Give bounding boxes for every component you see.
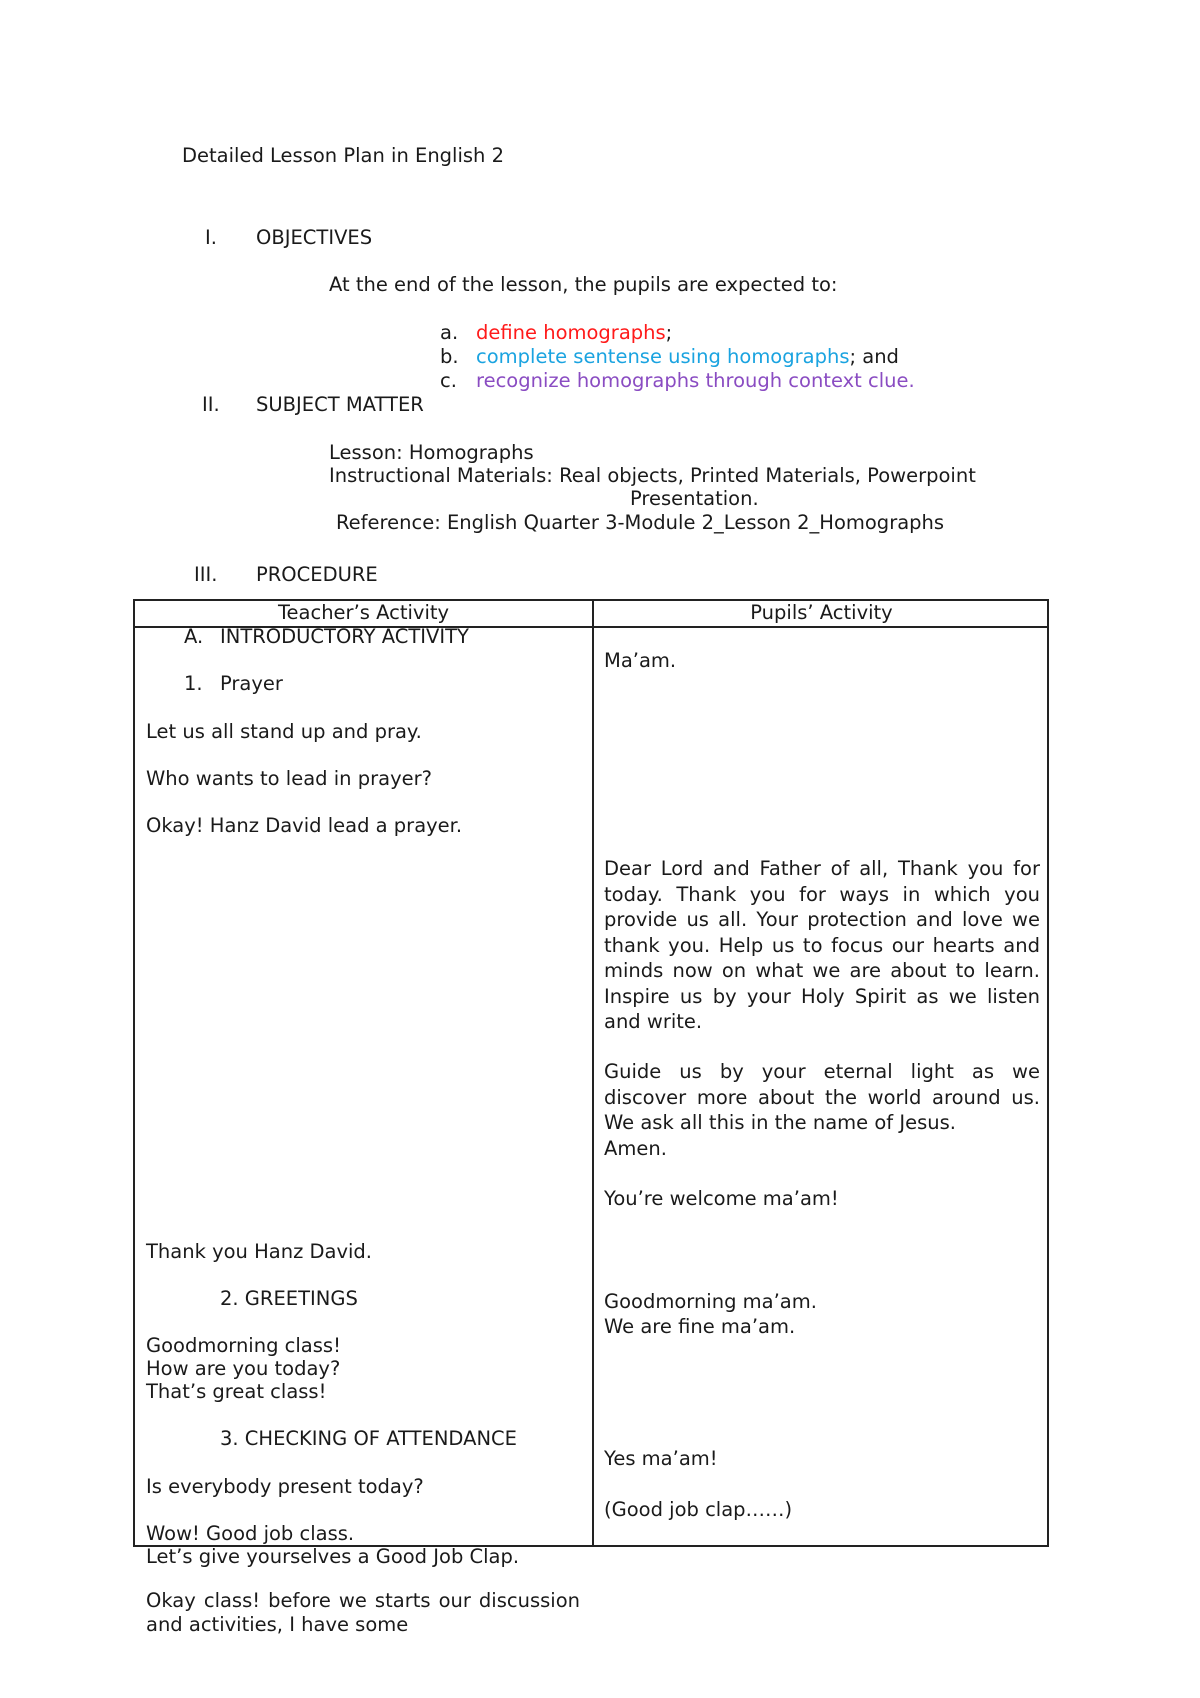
- subject-heading: SUBJECT MATTER: [256, 393, 424, 416]
- column-divider: [592, 601, 594, 1545]
- pupil-maam-line: Ma’am.: [604, 649, 677, 672]
- objectives-heading: OBJECTIVES: [256, 226, 373, 249]
- teacher-clap-line: Let’s give yourselves a Good Job Clap.: [146, 1545, 520, 1568]
- pupil-fine-line: We are fine ma’am.: [604, 1315, 796, 1338]
- objective-text-a: define homographs: [476, 321, 666, 344]
- materials-line-1: Instructional Materials: Real objects, Printed Materials, Powerpoint: [329, 464, 976, 487]
- document-title: Detailed Lesson Plan in English 2: [182, 144, 505, 167]
- objective-text-b: complete sentense using homographs: [476, 345, 850, 368]
- objective-item-b: [476, 345, 899, 368]
- procedure-numeral: III.: [194, 563, 218, 586]
- reference-line: Reference: English Quarter 3-Module 2_Lesson 2_Homographs: [336, 511, 945, 534]
- teacher-great-line: That’s great class!: [146, 1380, 327, 1403]
- greetings-heading: 2. GREETINGS: [220, 1287, 358, 1310]
- pupil-clap-line: (Good job clap……): [604, 1498, 793, 1521]
- teacher-how-line: How are you today?: [146, 1357, 341, 1380]
- pupil-amen-line: Amen.: [604, 1137, 667, 1160]
- pupil-yes-line: Yes ma’am!: [604, 1447, 718, 1470]
- pupil-prayer-paragraph-2: Guide us by your eternal light as we discover more about the world around us. We ask all this in the name of Jesus.: [604, 1060, 1040, 1134]
- teacher-present-line: Is everybody present today?: [146, 1475, 424, 1498]
- intro-marker: A.: [184, 625, 204, 648]
- prayer-marker: 1.: [184, 672, 203, 695]
- pupil-goodmorning-line: Goodmorning ma’am.: [604, 1290, 817, 1313]
- objective-suffix-a: ;: [665, 321, 673, 344]
- lesson-line: Lesson: Homographs: [329, 441, 534, 464]
- teacher-stand-line: Let us all stand up and pray.: [146, 720, 422, 743]
- subject-numeral: II.: [202, 393, 220, 416]
- teacher-thanks-line: Thank you Hanz David.: [146, 1240, 373, 1263]
- objective-marker-c: c.: [440, 369, 457, 392]
- teacher-who-line: Who wants to lead in prayer?: [146, 767, 432, 790]
- objectives-numeral: I.: [205, 226, 217, 249]
- teacher-wow-line: Wow! Good job class.: [146, 1522, 355, 1545]
- prayer-heading: Prayer: [220, 672, 283, 695]
- objective-text-c: recognize homographs through context clue.: [476, 369, 915, 392]
- header-teacher-activity: Teacher’s Activity: [277, 601, 450, 624]
- teacher-okay-line: Okay! Hanz David lead a prayer.: [146, 814, 463, 837]
- header-pupils-activity: Pupils’ Activity: [750, 601, 893, 624]
- objective-marker-b: b.: [440, 345, 459, 368]
- objective-suffix-b: ; and: [849, 345, 899, 368]
- teacher-before-line: Okay class! before we starts our discussion and activities, I have some: [146, 1589, 580, 1636]
- procedure-heading: PROCEDURE: [256, 563, 378, 586]
- teacher-goodmorning-line: Goodmorning class!: [146, 1334, 341, 1357]
- objectives-intro: At the end of the lesson, the pupils are expected to:: [329, 273, 838, 296]
- objective-item-c: [476, 369, 915, 392]
- attendance-heading: 3. CHECKING OF ATTENDANCE: [220, 1427, 517, 1450]
- objective-item-a: [476, 321, 672, 344]
- materials-line-2: Presentation.: [630, 487, 759, 510]
- pupil-prayer-paragraph-1: Dear Lord and Father of all, Thank you for today. Thank you for ways in which you provide us all. Your protection and love we thank you. Help us to focus our hearts and minds now on what we are about to learn. Inspire us by your Holy Spirit as we listen and write.: [604, 857, 1040, 1033]
- objective-marker-a: a.: [440, 321, 459, 344]
- procedure-table: [133, 599, 1049, 1636]
- intro-heading: INTRODUCTORY ACTIVITY: [220, 625, 469, 648]
- pupil-welcome-line: You’re welcome ma’am!: [604, 1187, 839, 1210]
